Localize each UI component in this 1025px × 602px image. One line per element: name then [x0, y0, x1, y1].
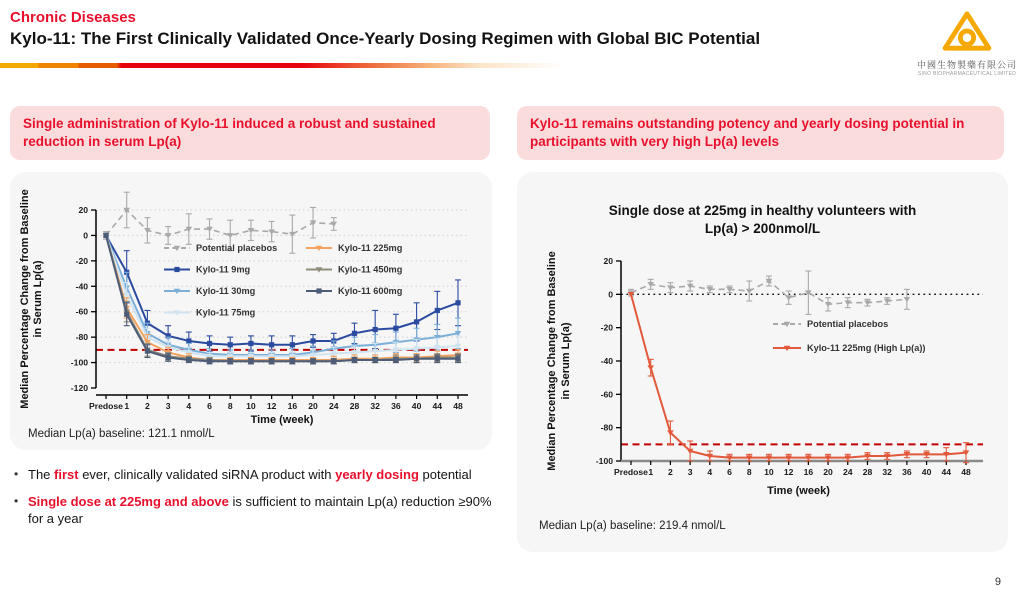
svg-text:-100: -100: [595, 456, 613, 466]
svg-text:6: 6: [207, 401, 212, 411]
eyebrow-title: Chronic Diseases: [10, 9, 136, 26]
svg-text:32: 32: [882, 467, 892, 477]
company-logo-icon: [938, 39, 996, 56]
svg-text:-40: -40: [75, 281, 88, 292]
svg-text:32: 32: [370, 401, 380, 411]
page-number: 9: [994, 576, 1001, 588]
svg-text:Kylo-11 600mg: Kylo-11 600mg: [338, 286, 403, 297]
svg-text:Median Percentage Change from: Median Percentage Change from Baseline: [546, 251, 558, 471]
svg-text:-80: -80: [600, 422, 613, 433]
svg-text:24: 24: [842, 467, 853, 477]
svg-text:-100: -100: [70, 357, 88, 368]
svg-text:44: 44: [941, 467, 952, 477]
svg-text:in Serum Lp(a): in Serum Lp(a): [32, 260, 44, 338]
svg-text:8: 8: [227, 401, 233, 411]
right-chart-card: [517, 172, 1008, 552]
svg-text:in Serum Lp(a): in Serum Lp(a): [560, 322, 572, 400]
page-title: Kylo-11: The First Clinically Validated Once-Yearly Dosing Regimen with Global BIC Potential: [10, 29, 761, 48]
svg-text:4: 4: [186, 401, 192, 411]
bullet-item: • Single dose at 225mg and above is sufficient to maintain Lp(a) reduction ≥90% for a year: [14, 493, 498, 528]
svg-text:Predose: Predose: [89, 401, 123, 411]
svg-text:28: 28: [862, 467, 873, 477]
svg-text:-80: -80: [75, 332, 88, 343]
svg-text:24: 24: [328, 401, 339, 411]
svg-text:6: 6: [727, 467, 732, 477]
svg-text:Predose: Predose: [614, 467, 648, 477]
company-logo: [915, 10, 1019, 77]
svg-text:Kylo-11 9mg: Kylo-11 9mg: [196, 264, 251, 275]
svg-text:40: 40: [411, 401, 422, 411]
right-chart-title: Single dose at 225mg in healthy volunteers with Lp(a) > 200nmol/L: [608, 203, 917, 236]
svg-text:Time (week): Time (week): [250, 414, 314, 426]
svg-text:36: 36: [391, 401, 401, 411]
company-name-en: SINO BIOPHARMACEUTICAL LIMITED: [917, 71, 1017, 77]
svg-text:-60: -60: [75, 306, 88, 317]
svg-text:-20: -20: [75, 255, 88, 266]
svg-text:40: 40: [921, 467, 932, 477]
svg-text:-20: -20: [600, 322, 613, 333]
svg-text:12: 12: [783, 467, 794, 477]
svg-text:1: 1: [124, 401, 130, 411]
left-banner: Single administration of Kylo-11 induced a robust and sustained reduction in serum Lp(a): [10, 106, 490, 160]
svg-text:20: 20: [823, 467, 833, 477]
svg-text:Potential placebos: Potential placebos: [196, 243, 278, 254]
svg-text:Kylo-11 225mg: Kylo-11 225mg: [338, 243, 403, 254]
company-name-cn: 中國生物製藥有限公司: [916, 60, 1017, 70]
svg-text:Kylo-11 450mg: Kylo-11 450mg: [338, 264, 403, 275]
accent-gradient-bar: [0, 63, 580, 68]
svg-text:2: 2: [668, 467, 673, 477]
svg-text:-40: -40: [600, 356, 613, 366]
svg-text:0: 0: [608, 289, 613, 300]
left-baseline-note: Median Lp(a) baseline: 121.1 nmol/L: [28, 428, 215, 440]
svg-text:2: 2: [145, 401, 150, 411]
svg-text:3: 3: [687, 467, 693, 477]
svg-text:Time (week): Time (week): [767, 485, 830, 497]
svg-text:28: 28: [349, 401, 360, 411]
right-banner: Kylo-11 remains outstanding potency and yearly dosing potential in participants with very high Lp(a) levels: [517, 106, 1004, 160]
svg-text:Kylo-11 75mg: Kylo-11 75mg: [196, 307, 256, 318]
svg-text:Potential placebos: Potential placebos: [807, 319, 889, 330]
svg-text:48: 48: [961, 467, 971, 477]
svg-text:Kylo-11 225mg (High Lp(a)): Kylo-11 225mg (High Lp(a)): [807, 343, 926, 354]
svg-text:36: 36: [902, 467, 912, 477]
left-chart-card: [10, 172, 492, 450]
svg-text:1: 1: [648, 467, 654, 477]
svg-text:12: 12: [266, 401, 277, 411]
svg-text:16: 16: [803, 467, 814, 477]
svg-text:-60: -60: [600, 389, 613, 400]
svg-text:20: 20: [603, 256, 613, 266]
svg-text:20: 20: [78, 205, 88, 215]
svg-text:0: 0: [83, 230, 88, 241]
key-points-list: [14, 466, 498, 537]
svg-text:4: 4: [707, 467, 713, 477]
svg-text:10: 10: [764, 467, 774, 477]
svg-text:3: 3: [165, 401, 171, 411]
svg-text:20: 20: [308, 401, 318, 411]
svg-text:10: 10: [246, 401, 256, 411]
svg-text:-120: -120: [70, 383, 88, 393]
high-lpa-chart: [521, 236, 1003, 504]
svg-text:Median Percentage Change from: Median Percentage Change from Baseline: [19, 189, 31, 409]
svg-text:Kylo-11 30mg: Kylo-11 30mg: [196, 286, 256, 297]
lpa-reduction-chart: [18, 186, 490, 430]
svg-text:44: 44: [432, 401, 443, 411]
right-baseline-note: Median Lp(a) baseline: 219.4 nmol/L: [539, 520, 726, 532]
svg-text:48: 48: [453, 401, 463, 411]
bullet-item: • The first ever, clinically validated siRNA product with yearly dosing potential: [14, 466, 498, 484]
svg-text:16: 16: [287, 401, 298, 411]
svg-text:8: 8: [746, 467, 752, 477]
